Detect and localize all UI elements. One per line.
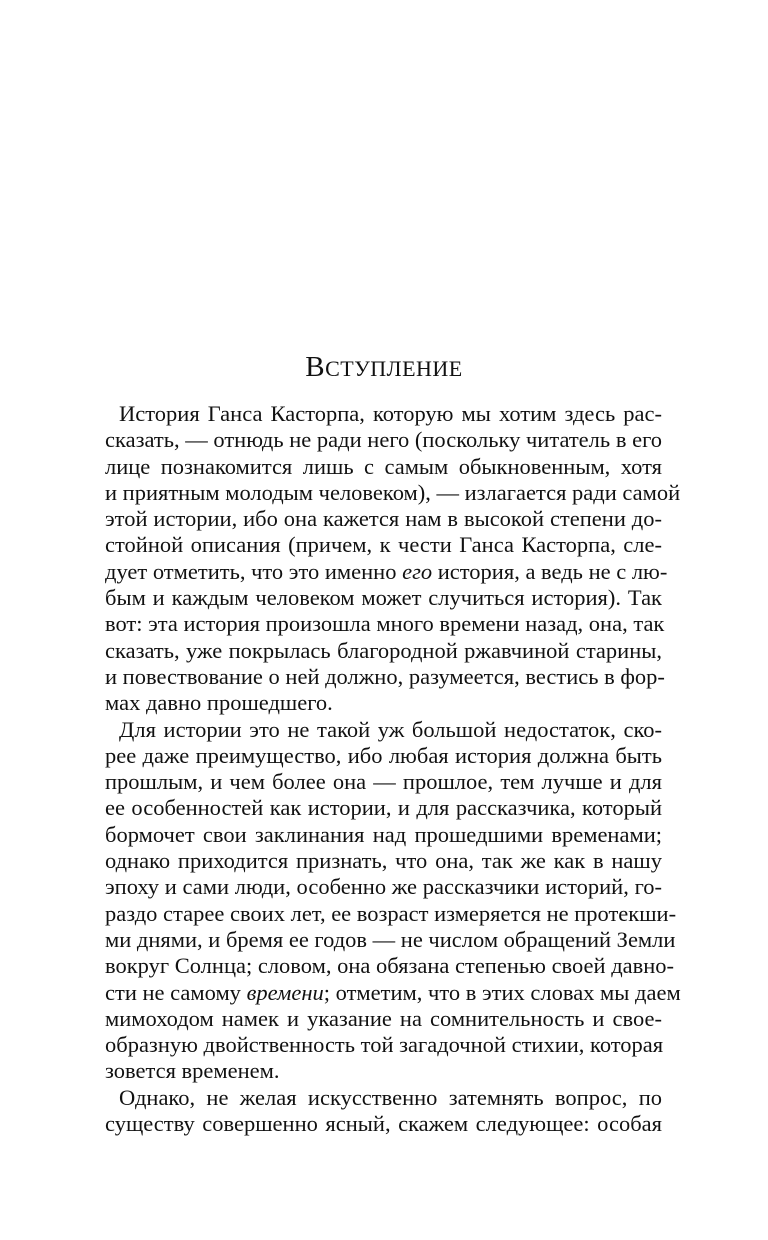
text-line: сказать, уже покрылась благородной ржавчиной старины,	[105, 637, 662, 663]
text-line: стойной описания (причем, к чести Ганса Касторпа, сле-	[105, 532, 662, 558]
text-line: бормочет свои заклинания над прошедшими временами;	[105, 821, 662, 847]
paragraph	[105, 401, 681, 717]
text-line: История Ганса Касторпа, которую мы хотим здесь рас-	[119, 401, 662, 426]
text-line: и приятным молодым человеком), — излагается ради самой	[105, 479, 681, 505]
text-line: вот: эта история произошла много времени назад, она, так	[105, 611, 665, 637]
text-line: бым и каждым человеком может случиться история). Так	[105, 585, 662, 611]
text-line: ми днями, и бремя ее годов — не числом обращений Земли	[105, 926, 676, 952]
text-line: эпоху и сами люди, особенно же рассказчики историй, го-	[105, 874, 662, 900]
paragraph	[105, 1085, 662, 1138]
text-line: мах давно прошедшего.	[105, 690, 333, 716]
text-line: рее даже преимущество, ибо любая история должна быть	[105, 742, 662, 768]
text-line: ее особенностей как истории, и для рассказчика, который	[105, 795, 662, 821]
text-line: Однако, не желая искусственно затемнять вопрос, по	[119, 1084, 662, 1110]
text-line: прошлым, и чем более она — прошлое, тем лучше и для	[105, 769, 662, 795]
chapter-title-initial: В	[305, 351, 326, 383]
text-line: мимоходом намек и указание на сомнительность и свое-	[105, 1005, 662, 1031]
text-line: этой истории, ибо она кажется нам в высокой степени до-	[105, 506, 662, 532]
chapter-title	[0, 347, 768, 389]
text-line: существу совершенно ясный, скажем следующее: особая	[105, 1111, 662, 1137]
chapter-body	[105, 401, 681, 1137]
text-line: вокруг Солнца; словом, она обязана степенью своей давно-	[105, 953, 675, 979]
text-line: Для истории это не такой уж большой недостаток, ско-	[119, 716, 662, 742]
text-line: дует отметить, что это именно его история, а ведь не с лю-	[105, 558, 668, 584]
text-line: образную двойственность той загадочной стихии, которая	[105, 1032, 664, 1058]
text-line: однако приходится признать, что она, так же как в нашу	[105, 848, 662, 874]
text-line: зовется временем.	[105, 1058, 280, 1084]
paragraph	[105, 716, 681, 1085]
text-line: и повествование о ней должно, разумеется, вестись в фор-	[105, 663, 665, 689]
text-line: раздо старее своих лет, ее возраст измеряется не протекши-	[105, 900, 677, 926]
text-line: лице познакомится лишь с самым обыкновенным, хотя	[105, 453, 662, 479]
text-line: сказать, — отнюдь не ради него (поскольку читатель в его	[105, 427, 662, 453]
text-line: сти не самому времени; отметим, что в этих словах мы даем	[105, 979, 681, 1005]
chapter-title-rest: СТУПЛЕНИЕ	[325, 356, 463, 381]
